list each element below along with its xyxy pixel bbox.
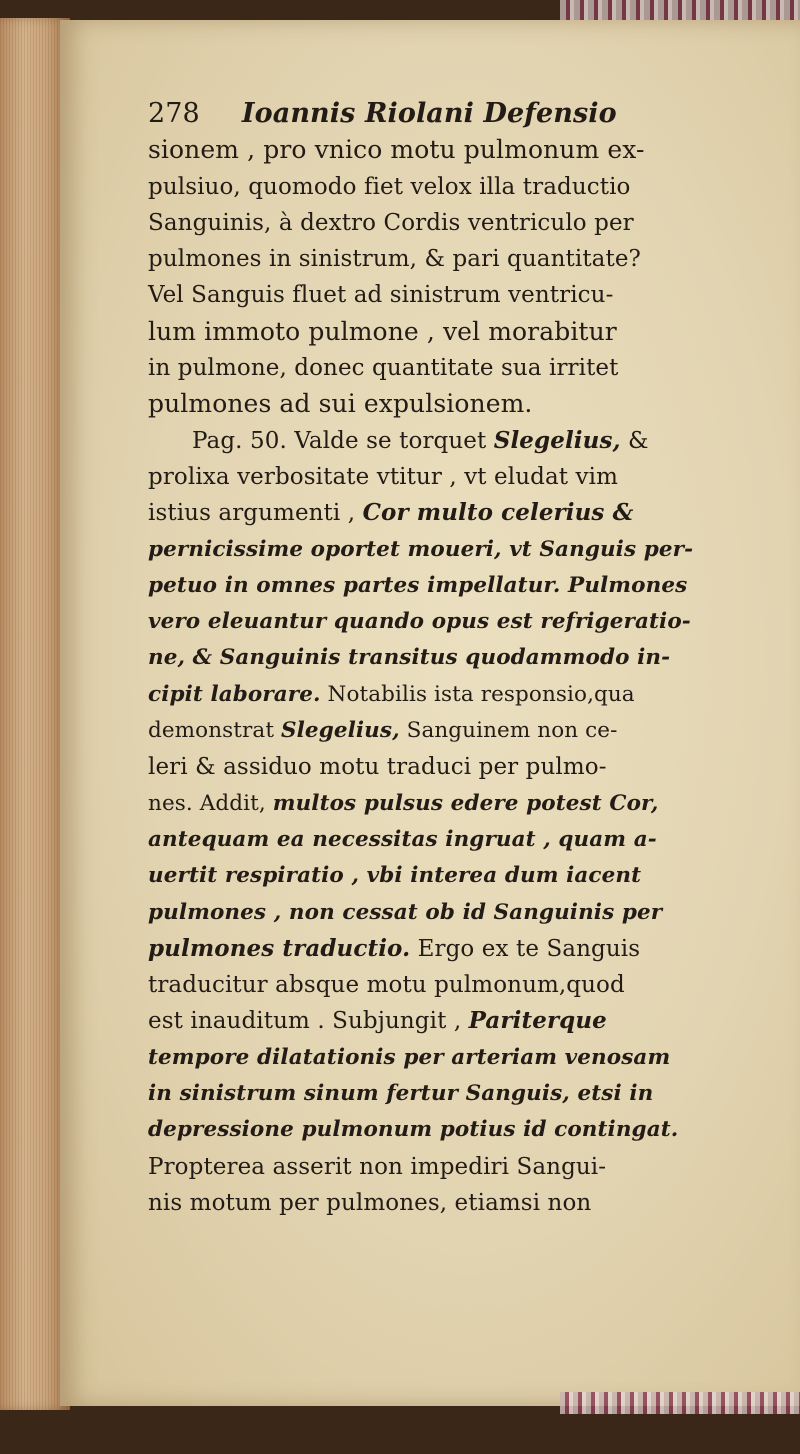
text-line: Vel Sanguis fluet ad sinistrum ventricu- bbox=[148, 282, 614, 309]
text-line bbox=[148, 677, 760, 713]
italic-quote-line: ne, & Sanguinis transitus quodammodo in- bbox=[148, 645, 671, 671]
running-title: Ioannis Riolani Defensio bbox=[241, 98, 617, 129]
text-line bbox=[148, 495, 760, 531]
italic-quote: multos pulsus edere potest Cor, bbox=[272, 790, 659, 816]
text-line: prolixa verbositate vtitur , vt eludat vim bbox=[148, 463, 618, 490]
text-line: Sanguinis, à dextro Cordis ventriculo per bbox=[148, 209, 634, 236]
page-reference: Pag. 50. bbox=[192, 427, 287, 454]
italic-quote: cipit laborare. bbox=[148, 681, 321, 707]
text-span: demonstrat bbox=[148, 718, 275, 744]
text-line: Propterea asserit non impediri Sangui- bbox=[148, 1153, 607, 1180]
text-span: Valde se torquet bbox=[294, 427, 487, 454]
text-line bbox=[148, 786, 760, 822]
italic-name: Slegelius, bbox=[493, 426, 621, 454]
text-line: in pulmone, donec quantitate sua irritet bbox=[148, 355, 619, 382]
italic-name: Slegelius, bbox=[281, 718, 400, 744]
text-line: pulsiuo, quomodo fiet velox illa traductio bbox=[148, 173, 631, 200]
italic-quote-line: pulmones , non cessat ob id Sanguinis per bbox=[148, 899, 663, 925]
text-span: Sanguinem non ce- bbox=[406, 718, 618, 744]
text-line bbox=[148, 1003, 760, 1039]
page-number: 278 bbox=[148, 98, 200, 129]
text-line: nis motum per pulmones, etiamsi non bbox=[148, 1189, 592, 1216]
italic-quote-line: pernicissime oportet moueri, vt Sanguis per- bbox=[148, 536, 694, 562]
text-span: nes. Addit, bbox=[148, 790, 266, 816]
italic-quote: Cor multo celerius & bbox=[362, 499, 634, 527]
italic-quote-line: tempore dilatationis per arteriam venosam bbox=[148, 1044, 671, 1070]
text-line: pulmones in sinistrum, & pari quantitate? bbox=[148, 246, 641, 273]
text-line: pulmones ad sui expulsionem. bbox=[148, 389, 533, 419]
text-line: traducitur absque motu pulmonum,quod bbox=[148, 972, 625, 999]
italic-quote-line: vero eleuantur quando opus est refrigeratio- bbox=[148, 609, 691, 635]
text-line: sionem , pro vnico motu pulmonum ex- bbox=[148, 135, 645, 165]
running-head bbox=[148, 96, 760, 132]
text-line bbox=[148, 713, 760, 749]
italic-quote: Pariterque bbox=[468, 1007, 607, 1035]
text-line: leri & assiduo motu traduci per pulmo- bbox=[148, 754, 607, 781]
italic-quote: pulmones traductio. bbox=[148, 934, 411, 962]
italic-quote-line: in sinistrum sinum fertur Sanguis, etsi in bbox=[148, 1081, 654, 1107]
italic-quote-line: depressione pulmonum potius id contingat. bbox=[148, 1117, 679, 1143]
text-span: & bbox=[628, 427, 649, 454]
italic-quote-line: uertit respiratio , vbi interea dum iacent bbox=[148, 863, 642, 889]
text-line: lum immoto pulmone , vel morabitur bbox=[148, 316, 617, 346]
italic-quote-line: antequam ea necessitas ingruat , quam a- bbox=[148, 826, 657, 852]
bookmark-ribbon-top bbox=[560, 0, 800, 22]
text-span: est inauditum . Subjungit , bbox=[148, 1008, 462, 1035]
bookmark-ribbon-bottom bbox=[560, 1392, 800, 1414]
text-line bbox=[148, 931, 760, 967]
page-text bbox=[148, 96, 760, 1221]
text-span: istius argumenti , bbox=[148, 500, 356, 527]
text-span: Notabilis ista responsio,qua bbox=[327, 681, 635, 707]
text-span: Ergo ex te Sanguis bbox=[417, 935, 641, 962]
text-line bbox=[148, 423, 760, 459]
italic-quote-line: petuo in omnes partes impellatur. Pulmones bbox=[148, 572, 688, 598]
